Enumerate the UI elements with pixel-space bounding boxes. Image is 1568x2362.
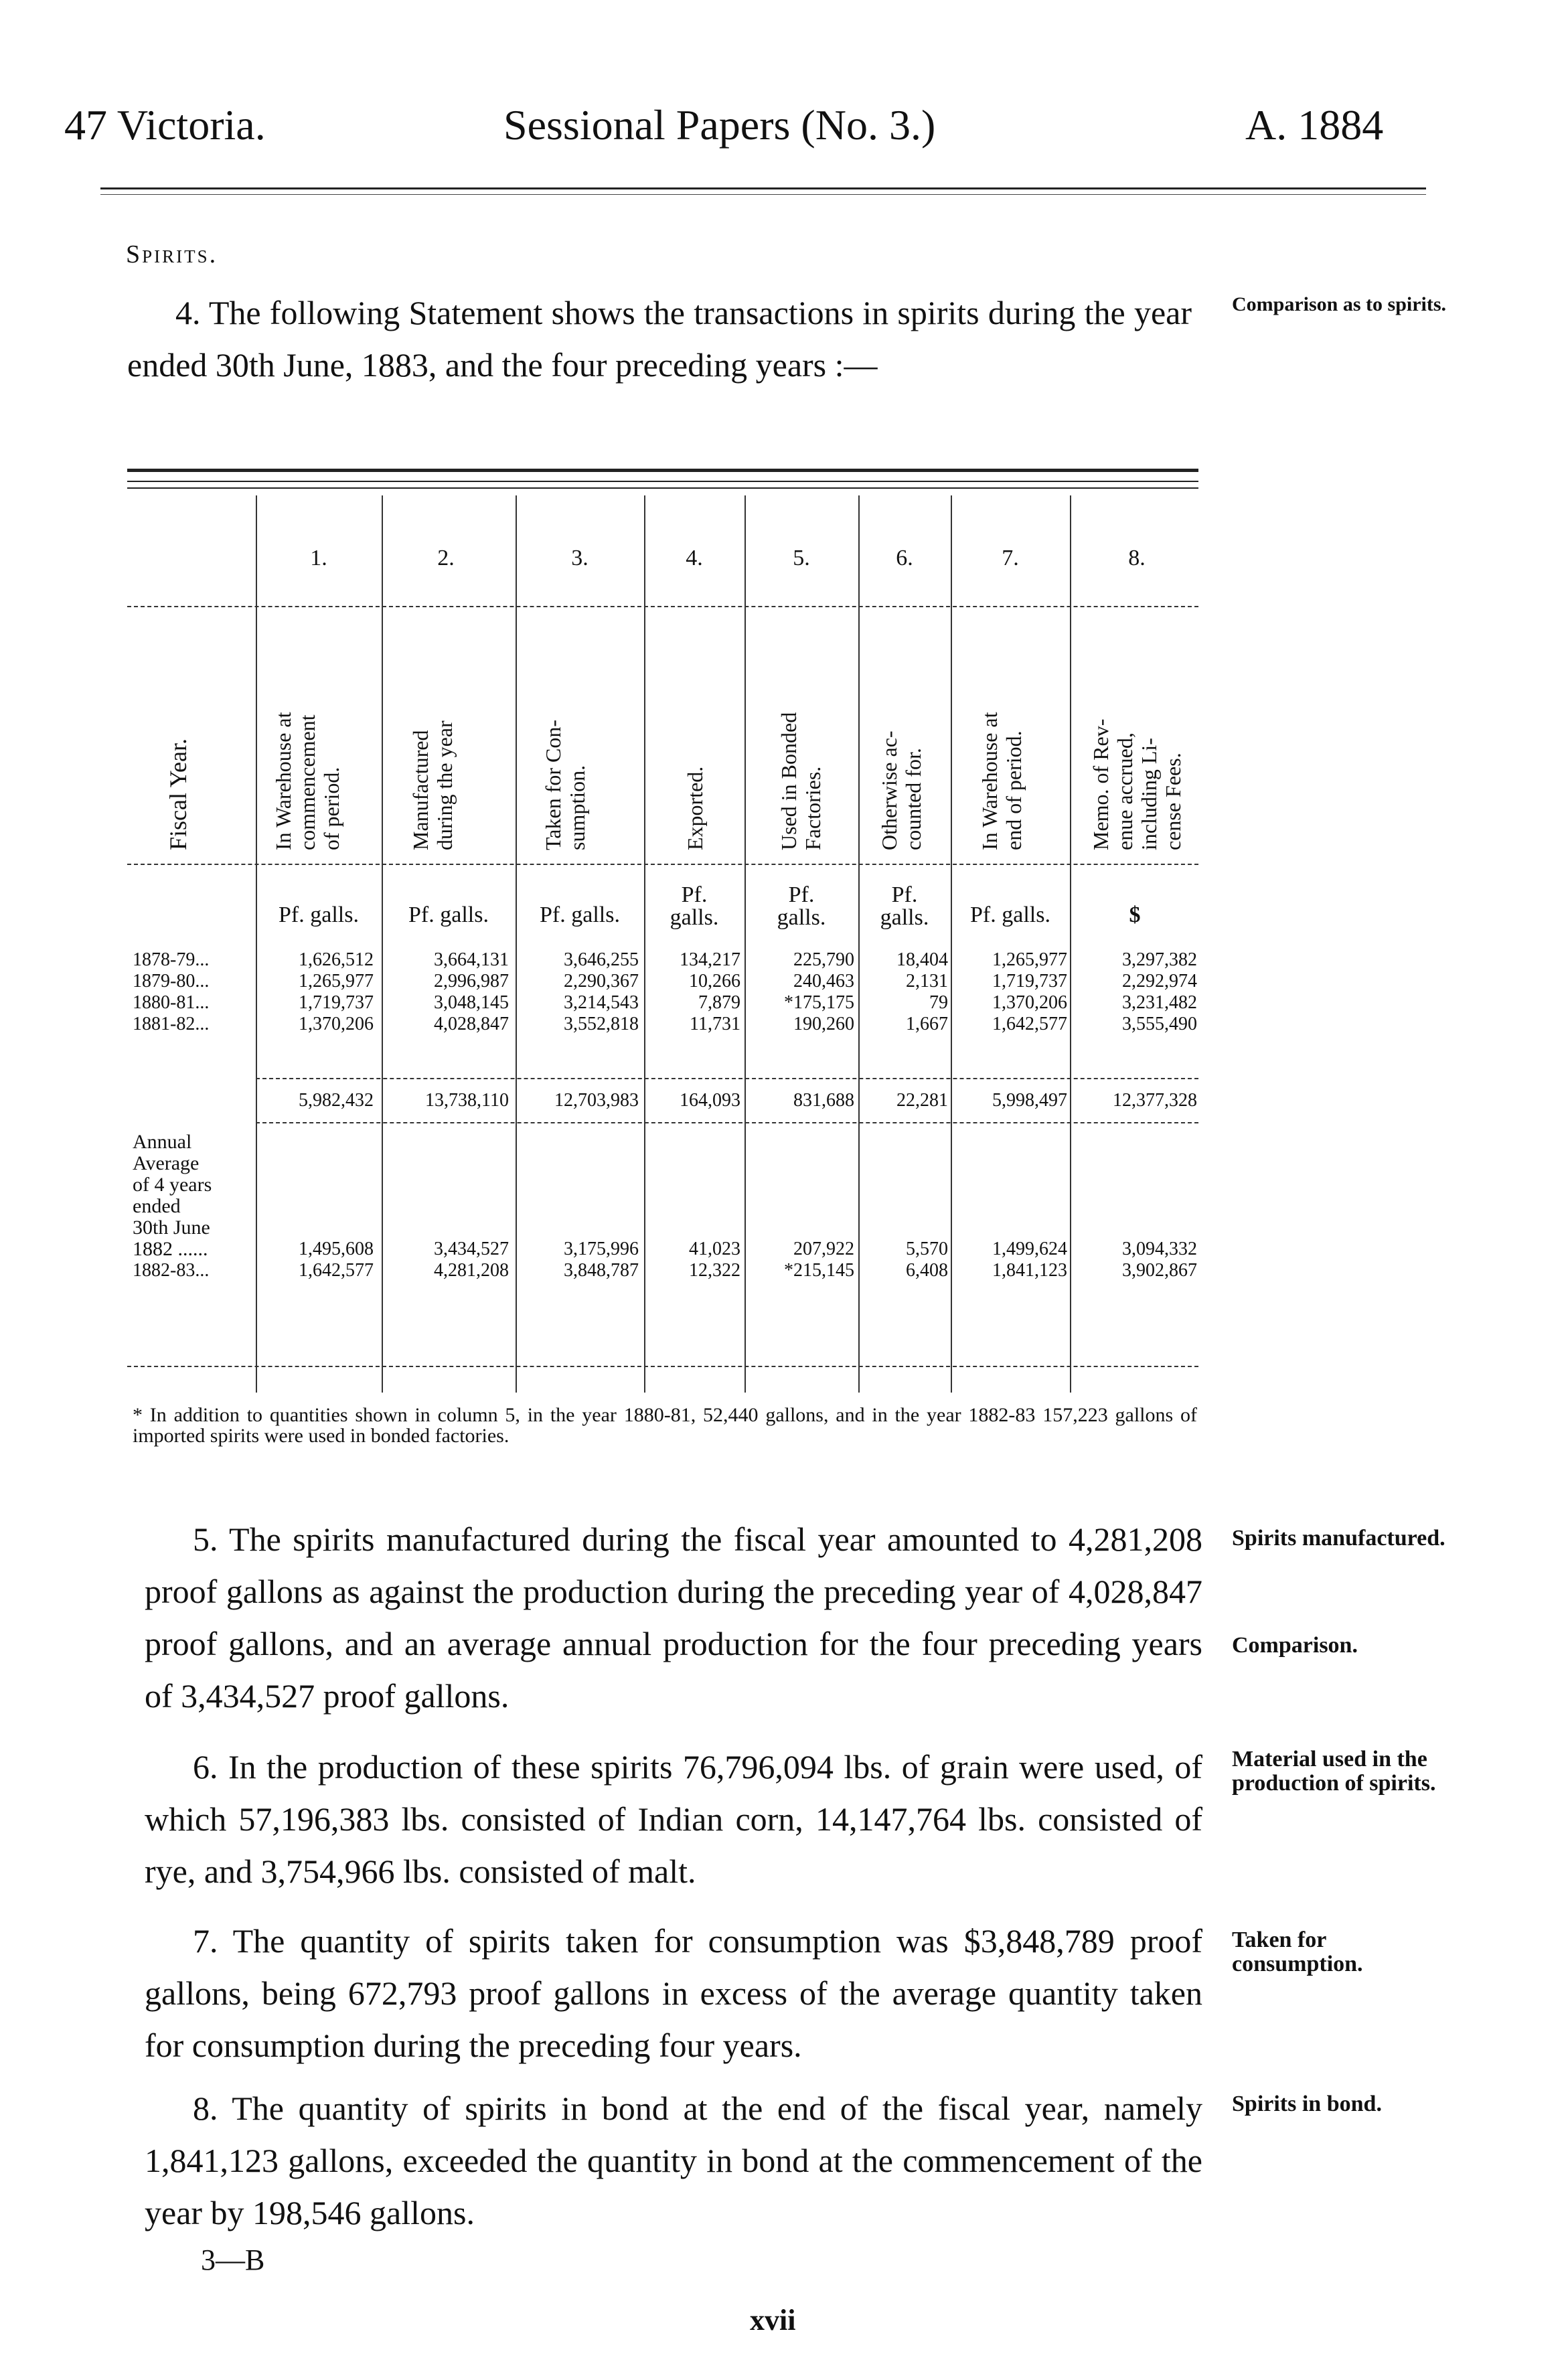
header-right: A. 1884 xyxy=(1245,101,1384,149)
table-cell: 2,996,987 xyxy=(434,971,509,992)
table-cell: 1,642,577 xyxy=(992,1014,1067,1034)
col-number-6: 6. xyxy=(896,546,913,570)
paragraph-6 xyxy=(145,1741,1202,1897)
header-left: 47 Victoria. xyxy=(64,101,266,149)
row-year: 1881-82... xyxy=(133,1014,210,1034)
col-header-6: Otherwise ac- counted for. xyxy=(877,730,925,850)
row-year-last: 1882-83... xyxy=(133,1260,210,1281)
average-cell: 1,495,608 xyxy=(299,1239,374,1259)
last-year-cell: 3,848,787 xyxy=(564,1260,639,1281)
col-number-2: 2. xyxy=(437,546,455,570)
unit-col-2: Pf. galls. xyxy=(408,902,489,927)
unit-col-4: Pf. galls. xyxy=(670,882,719,930)
margin-note-comparison-2: Comparison. xyxy=(1232,1633,1358,1658)
unit-col-8: $ xyxy=(1129,902,1141,927)
last-year-cell: 3,902,867 xyxy=(1122,1260,1197,1281)
unit-col-7: Pf. galls. xyxy=(970,902,1050,927)
table-cell: 1,667 xyxy=(906,1014,948,1034)
total-cell: 831,688 xyxy=(793,1090,854,1111)
col-divider xyxy=(256,495,257,1393)
margin-note-material: Material used in the production of spirits. xyxy=(1232,1747,1436,1796)
paragraph-8 xyxy=(145,2082,1202,2239)
average-cell: 5,570 xyxy=(906,1239,948,1259)
paragraph-7 xyxy=(145,1915,1202,2071)
table-end-rule xyxy=(127,1366,1198,1367)
table-cell: 11,731 xyxy=(690,1014,740,1034)
col-divider xyxy=(516,495,517,1393)
table-rule-mid xyxy=(127,481,1198,482)
col-header-1: In Warehouse at commencement of period. xyxy=(271,712,343,850)
table-cell: 18,404 xyxy=(896,949,948,970)
average-cell: 3,094,332 xyxy=(1122,1239,1197,1259)
col-divider xyxy=(744,495,746,1393)
header-separator xyxy=(127,606,1198,607)
paragraph-6-text: 6. In the production of these spirits 76,796,094 lbs. of grain were used, of which 57,196,383 lbs. consisted of Indian corn, 14,147,764 lbs. consisted of rye, and 3,754,966 lbs. consisted of malt. xyxy=(145,1748,1202,1890)
table-cell: 4,028,847 xyxy=(434,1014,509,1034)
col-number-3: 3. xyxy=(571,546,589,570)
average-cell: 41,023 xyxy=(689,1239,740,1259)
table-cell: 1,265,977 xyxy=(299,971,374,992)
signature-mark: 3—B xyxy=(201,2243,265,2276)
table-cell: 3,646,255 xyxy=(564,949,639,970)
table-cell: 2,292,974 xyxy=(1122,971,1197,992)
total-cell: 12,703,983 xyxy=(554,1090,639,1111)
col-divider xyxy=(382,495,383,1393)
table-cell: 3,048,145 xyxy=(434,992,509,1013)
intro-text: 4. The following Statement shows the transactions in spirits during the year ended 30th June, 1883, and the four preceding years :— xyxy=(127,294,1192,384)
average-cell: 207,922 xyxy=(793,1239,854,1259)
unit-col-5: Pf. galls. xyxy=(777,882,826,930)
intro-paragraph xyxy=(127,287,1192,391)
table-cell: 1,370,206 xyxy=(299,1014,374,1034)
totals-separator xyxy=(256,1078,1198,1079)
paragraph-7-text: 7. The quantity of spirits taken for consumption was $3,848,789 proof gallons, being 672,793 proof gallons in excess of the average quantity taken for consumption during the preceding four years. xyxy=(145,1922,1202,2064)
header-rule-thin xyxy=(100,194,1426,195)
col-divider xyxy=(1070,495,1071,1393)
unit-col-1: Pf. galls. xyxy=(279,902,359,927)
totals-separator xyxy=(256,1122,1198,1123)
margin-note-comparison: Comparison as to spirits. xyxy=(1232,293,1447,315)
table-rule-top xyxy=(127,469,1198,472)
last-year-cell: 1,841,123 xyxy=(992,1260,1067,1281)
table-cell: 225,790 xyxy=(793,949,854,970)
table-cell: 3,555,490 xyxy=(1122,1014,1197,1034)
col-header-4: Exported. xyxy=(683,766,707,850)
average-cell: 3,434,527 xyxy=(434,1239,509,1259)
total-cell: 164,093 xyxy=(680,1090,740,1111)
col-header-8: Memo. of Rev- enue accrued, including Li- cense Fees. xyxy=(1089,718,1185,850)
table-cell: 7,879 xyxy=(698,992,740,1013)
table-cell: 2,290,367 xyxy=(564,971,639,992)
total-cell: 5,982,432 xyxy=(299,1090,374,1111)
row-year: 1880-81... xyxy=(133,992,210,1013)
table-cell: 1,719,737 xyxy=(299,992,374,1013)
total-cell: 13,738,110 xyxy=(425,1090,509,1111)
last-year-cell: *215,145 xyxy=(784,1260,854,1281)
table-cell: 190,260 xyxy=(793,1014,854,1034)
total-cell: 22,281 xyxy=(896,1090,948,1111)
col-divider xyxy=(951,495,952,1393)
col-header-3: Taken for Con- sumption. xyxy=(541,719,589,850)
last-year-cell: 6,408 xyxy=(906,1260,948,1281)
header-rule xyxy=(100,187,1426,189)
col-number-8: 8. xyxy=(1128,546,1146,570)
col-number-7: 7. xyxy=(1002,546,1019,570)
header-separator xyxy=(127,864,1198,865)
table-cell: 134,217 xyxy=(680,949,740,970)
section-title: Spirits. xyxy=(126,240,218,268)
last-year-cell: 4,281,208 xyxy=(434,1260,509,1281)
col-header-2: Manufactured during the year xyxy=(408,720,457,850)
col-divider xyxy=(644,495,645,1393)
footnote: * In addition to quantities shown in column 5, in the year 1880-81, 52,440 gallons, and in the year 1882-83 157,223 gallons of imported spirits were used in bonded factories. xyxy=(133,1404,1197,1447)
page-number: xvii xyxy=(750,2304,796,2337)
col-header-5: Used in Bonded Factories. xyxy=(777,712,825,850)
table-cell: 10,266 xyxy=(689,971,740,992)
table-cell: *175,175 xyxy=(784,992,854,1013)
margin-note-bond: Spirits in bond. xyxy=(1232,2092,1382,2116)
unit-col-3: Pf. galls. xyxy=(540,902,620,927)
average-cell: 3,175,996 xyxy=(564,1239,639,1259)
margin-note-taken: Taken for consumption. xyxy=(1232,1927,1363,1976)
col-header-7: In Warehouse at end of period. xyxy=(977,712,1026,850)
last-year-cell: 1,642,577 xyxy=(299,1260,374,1281)
last-year-cell: 12,322 xyxy=(689,1260,740,1281)
row-year: 1879-80... xyxy=(133,971,210,992)
average-label: Annual Average of 4 years ended 30th June 1882 ...... xyxy=(133,1131,212,1260)
table-cell: 1,719,737 xyxy=(992,971,1067,992)
total-cell: 5,998,497 xyxy=(992,1090,1067,1111)
col-number-4: 4. xyxy=(686,546,703,570)
table-cell: 3,214,543 xyxy=(564,992,639,1013)
total-cell: 12,377,328 xyxy=(1113,1090,1197,1111)
table-cell: 3,231,482 xyxy=(1122,992,1197,1013)
table-cell: 1,626,512 xyxy=(299,949,374,970)
col-number-5: 5. xyxy=(793,546,810,570)
table-rule-bottom xyxy=(127,487,1198,489)
table-cell: 3,297,382 xyxy=(1122,949,1197,970)
paragraph-5-text: 5. The spirits manufactured during the fiscal year amounted to 4,281,208 proof gallons as against the production during the preceding year of 4,028,847 proof gallons, and an average annual production for the four preceding years of 3,434,527 proof gallons. xyxy=(145,1520,1202,1715)
paragraph-5 xyxy=(145,1513,1202,1722)
col-divider xyxy=(858,495,860,1393)
table-cell: 3,664,131 xyxy=(434,949,509,970)
table-cell: 2,131 xyxy=(906,971,948,992)
paragraph-8-text: 8. The quantity of spirits in bond at the end of the fiscal year, namely 1,841,123 gallons, exceeded the quantity in bond at the commencement of the year by 198,546 gallons. xyxy=(145,2090,1202,2231)
header-center: Sessional Papers (No. 3.) xyxy=(503,101,936,149)
table-cell: 240,463 xyxy=(793,971,854,992)
table-cell: 1,370,206 xyxy=(992,992,1067,1013)
table-cell: 1,265,977 xyxy=(992,949,1067,970)
col-header-fiscal-year: Fiscal Year. xyxy=(165,738,191,850)
table-cell: 3,552,818 xyxy=(564,1014,639,1034)
row-year: 1878-79... xyxy=(133,949,210,970)
col-number-1: 1. xyxy=(310,546,327,570)
table-cell: 79 xyxy=(929,992,948,1013)
unit-col-6: Pf. galls. xyxy=(880,882,929,930)
average-cell: 1,499,624 xyxy=(992,1239,1067,1259)
margin-note-spirits-manufactured: Spirits manufactured. xyxy=(1232,1526,1445,1551)
